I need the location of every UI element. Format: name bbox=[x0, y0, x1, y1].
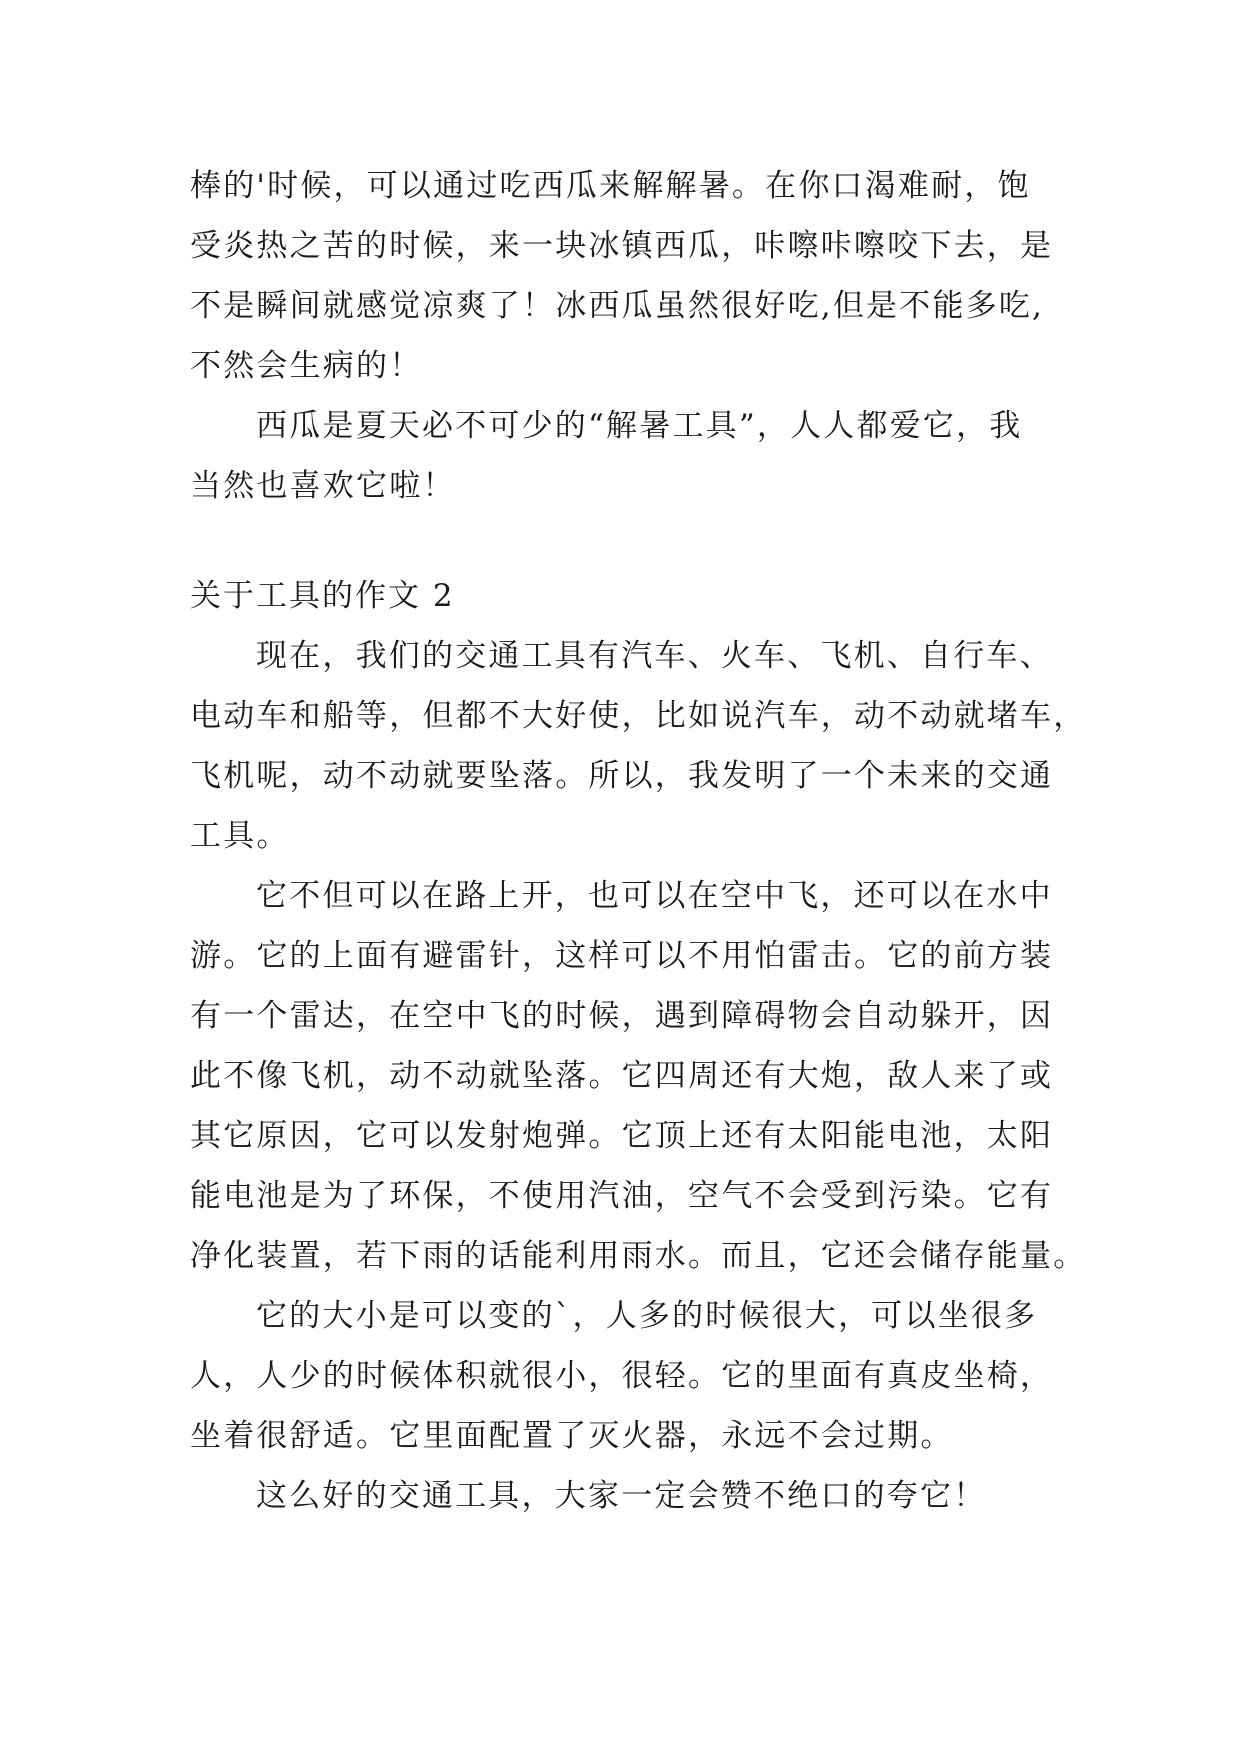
text-line: 西瓜是夏天必不可少的“解暑工具”，人人都爱它，我 bbox=[256, 408, 1023, 444]
text-line: 受炎热之苦的时候，来一块冰镇西瓜，咔嚓咔嚓咬下去，是 bbox=[190, 228, 1054, 264]
text-line: 飞机呢，动不动就要坠落。所以，我发明了一个未来的交通 bbox=[190, 758, 1054, 794]
text-line: 工具。 bbox=[190, 818, 290, 854]
text-line: 这么好的交通工具，大家一定会赞不绝口的夸它！ bbox=[256, 1478, 987, 1514]
text-line: 坐着很舒适。它里面配置了灭火器，永远不会过期。 bbox=[190, 1418, 954, 1454]
text-line: 不然会生病的！ bbox=[190, 348, 423, 384]
section-title: 关于工具的作文 2 bbox=[190, 578, 455, 614]
text-line: 棒的'时候，可以通过吃西瓜来解解暑。在你口渴难耐，饱 bbox=[190, 168, 1031, 204]
text-line: 当然也喜欢它啦！ bbox=[190, 468, 456, 504]
text-line: 人，人少的时候体积就很小，很轻。它的里面有真皮坐椅， bbox=[190, 1358, 1054, 1394]
text-line: 电动车和船等，但都不大好使，比如说汽车，动不动就堵车， bbox=[190, 698, 1087, 734]
text-line: 能电池是为了环保，不使用汽油，空气不会受到污染。它有 bbox=[190, 1178, 1054, 1214]
text-line: 其它原因，它可以发射炮弹。它顶上还有太阳能电池，太阳 bbox=[190, 1118, 1054, 1154]
text-line: 有一个雷达，在空中飞的时候，遇到障碍物会自动躲开，因 bbox=[190, 998, 1054, 1034]
text-line: 此不像飞机，动不动就坠落。它四周还有大炮，敌人来了或 bbox=[190, 1058, 1054, 1094]
text-line: 它不但可以在路上开，也可以在空中飞，还可以在水中 bbox=[256, 878, 1053, 914]
text-line: 它的大小是可以变的`，人多的时候很大，可以坐很多 bbox=[256, 1298, 1038, 1334]
text-line: 不是瞬间就感觉凉爽了！冰西瓜虽然很好吃,但是不能多吃, bbox=[190, 288, 1045, 324]
text-line: 净化装置，若下雨的话能利用雨水。而且，它还会储存能量。 bbox=[190, 1238, 1087, 1274]
text-line: 游。它的上面有避雷针，这样可以不用怕雷击。它的前方装 bbox=[190, 938, 1054, 974]
text-line: 现在，我们的交通工具有汽车、火车、飞机、自行车、 bbox=[256, 638, 1053, 674]
